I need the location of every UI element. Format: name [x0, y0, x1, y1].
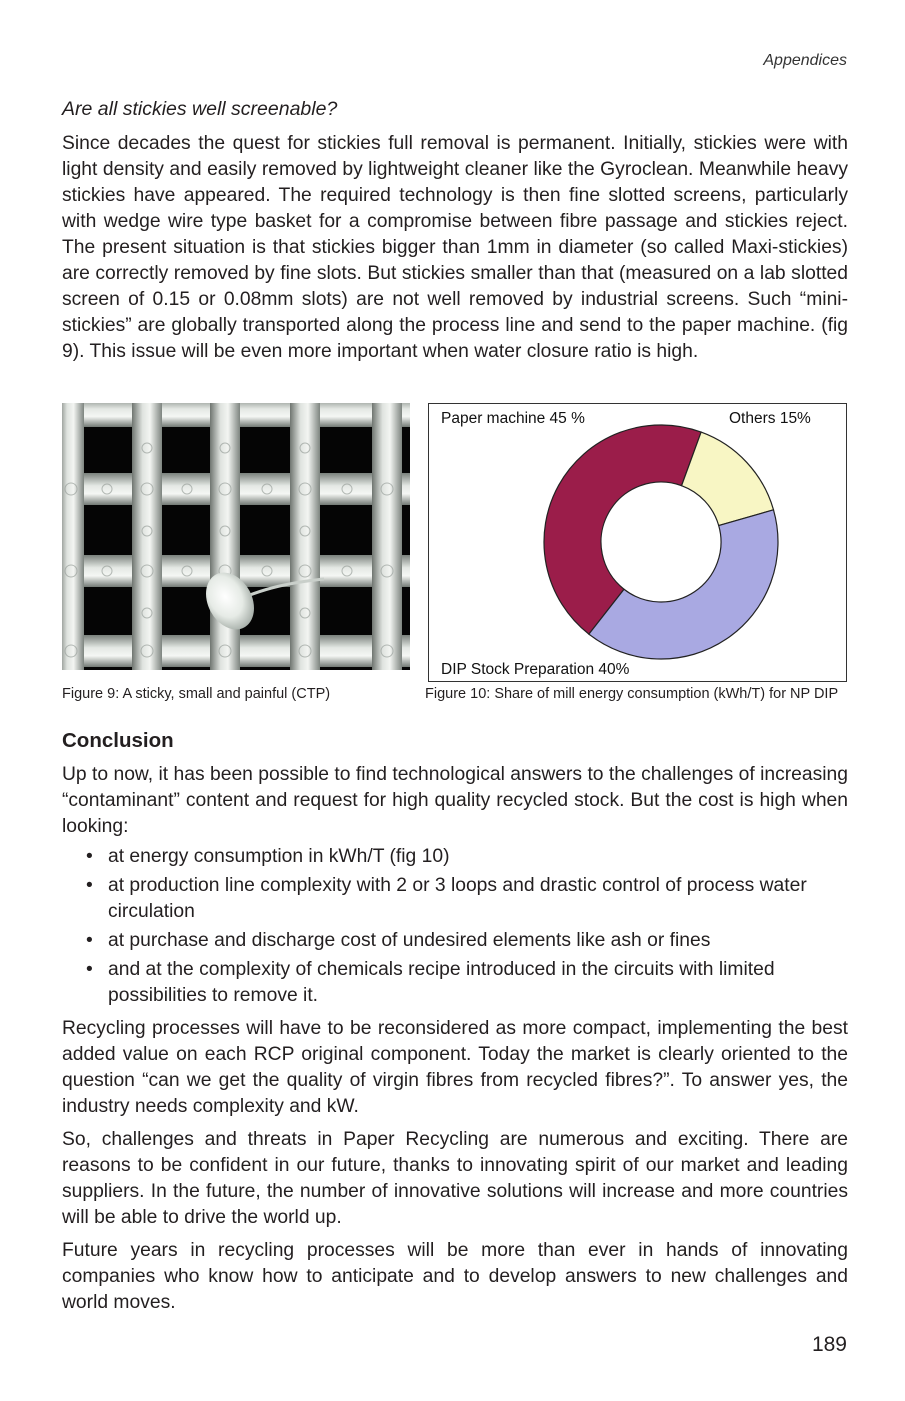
bullet-text: and at the complexity of chemicals recipe introduced in the circuits with limited possibilities to remove it.: [108, 959, 775, 1006]
list-item: [62, 957, 848, 1009]
list-item: [62, 928, 848, 954]
figure-10-chart: [428, 403, 847, 682]
mesh-photo-illustration: [62, 403, 410, 670]
donut-chart: [429, 404, 846, 681]
slice-label-paper-machine: Paper machine 45 %: [441, 410, 585, 427]
paragraph-stickies: Since decades the quest for stickies full removal is permanent. Initially, stickies were with light density and easily removed by lightweight cleaner like the Gyroclean. Meanwhile heavy stickies have appeared. The required technology is then fine slotted screens, particularly with wedge wire type basket for a compromise between fibre passage and stickies reject. The present situation is that stickies bigger than 1mm in diameter (so called Maxi-stickies) are correctly removed by fine slots. But stickies smaller than that (measured on a lab slotted screen of 0.15 or 0.08mm slots) are not well removed by industrial screens. Such “mini-stickies” are globally transported along the process line and send to the paper machine. (fig 9). This issue will be even more important when water closure ratio is high.: [62, 133, 848, 362]
conclusion-paragraph-2: Recycling processes will have to be reconsidered as more compact, implementing the best added value on each RCP original component. Today the market is clearly oriented to the question “can we get the quality of virgin fibres from recycled fibres?”. To answer yes, the industry needs complexity and kW.: [62, 1018, 848, 1117]
bullet-marker: •: [86, 846, 93, 867]
figure-9-photo: [62, 403, 410, 670]
bullet-marker: •: [86, 875, 93, 896]
conclusion-intro: Up to now, it has been possible to find technological answers to the challenges of increasing “contaminant” content and request for high quality recycled stock. But the cost is high when looking:: [62, 764, 848, 837]
slice-label-dip-stock: DIP Stock Preparation 40%: [441, 661, 630, 678]
conclusion-paragraph-3: So, challenges and threats in Paper Recycling are numerous and exciting. There are reasons to be confident in our future, thanks to innovating spirit of our market and leading suppliers. In the future, the number of innovative solutions will increase and more countries will be able to drive the world up.: [62, 1129, 848, 1228]
bullet-marker: •: [86, 930, 93, 951]
conclusion-bullet-list: [62, 844, 848, 1012]
conclusion-heading: Conclusion: [62, 729, 174, 752]
list-item: [62, 873, 848, 925]
conclusion-paragraph-4: Future years in recycling processes will be more than ever in hands of innovating companies who know how to anticipate and to develop answers to new challenges and world moves.: [62, 1240, 848, 1313]
bullet-text: at purchase and discharge cost of undesired elements like ash or fines: [108, 930, 711, 951]
slice-label-others: Others 15%: [729, 410, 811, 427]
figure-10-caption: Figure 10: Share of mill energy consumption (kWh/T) for NP DIP: [425, 686, 839, 702]
list-item: [62, 844, 848, 870]
section-heading-stickies: Are all stickies well screenable?: [62, 98, 338, 120]
bullet-text: at production line complexity with 2 or 3 loops and drastic control of process water circulation: [108, 875, 807, 922]
page-number: 189: [811, 1333, 847, 1356]
figure-9-caption: Figure 9: A sticky, small and painful (CTP): [62, 686, 331, 702]
running-head: Appendices: [763, 52, 847, 69]
bullet-marker: •: [86, 959, 93, 980]
bullet-text: at energy consumption in kWh/T (fig 10): [108, 846, 450, 867]
